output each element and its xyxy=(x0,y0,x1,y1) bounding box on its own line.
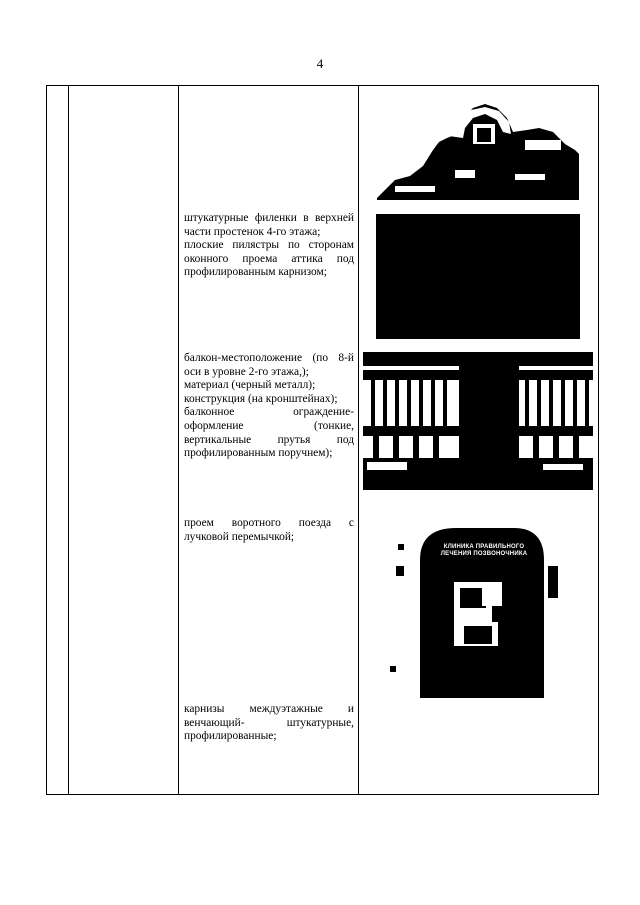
photo-pilasters xyxy=(376,214,580,339)
clinic-sign xyxy=(434,544,534,558)
page-number: 4 xyxy=(316,56,324,71)
photo-balcony xyxy=(363,352,593,490)
column-divider-2 xyxy=(178,85,179,795)
paragraph: проем воротного поезда с лучковой перемычкой; xyxy=(184,517,354,543)
text-block-cornices xyxy=(184,703,354,744)
paragraph: плоские пилястры по сторонам оконного проема аттика под профилированным карнизом; xyxy=(184,239,354,279)
paragraph: материал (черный металл); xyxy=(184,379,316,392)
clinic-sign-line1: КЛИНИКА ПРАВИЛЬНОГО xyxy=(443,544,525,550)
photo-pediment xyxy=(375,98,581,200)
paragraph: балкон-местоположение (по 8-й оси в уровне 2-го этажа,); xyxy=(184,352,354,378)
paragraph: балконное ограждение-оформление (тонкие, вертикальные прутья под профилированным поручнем); xyxy=(184,406,354,460)
paragraph: карнизы междуэтажные и венчающий- штукатурные, профилированные; xyxy=(184,703,354,743)
text-block-attic-pilasters xyxy=(184,212,354,280)
paragraph: штукатурные филенки в верхней части простенок 4-го этажа; xyxy=(184,212,354,238)
text-block-balcony xyxy=(184,352,354,461)
clinic-sign-line2: ЛЕЧЕНИЯ ПОЗВОНОЧНИКА xyxy=(440,551,528,557)
column-divider-3 xyxy=(358,85,359,795)
photo-gateway xyxy=(384,526,570,698)
paragraph: конструкция (на кронштейнах); xyxy=(184,392,338,405)
column-divider-1 xyxy=(68,85,69,795)
text-block-gateway xyxy=(184,517,354,544)
